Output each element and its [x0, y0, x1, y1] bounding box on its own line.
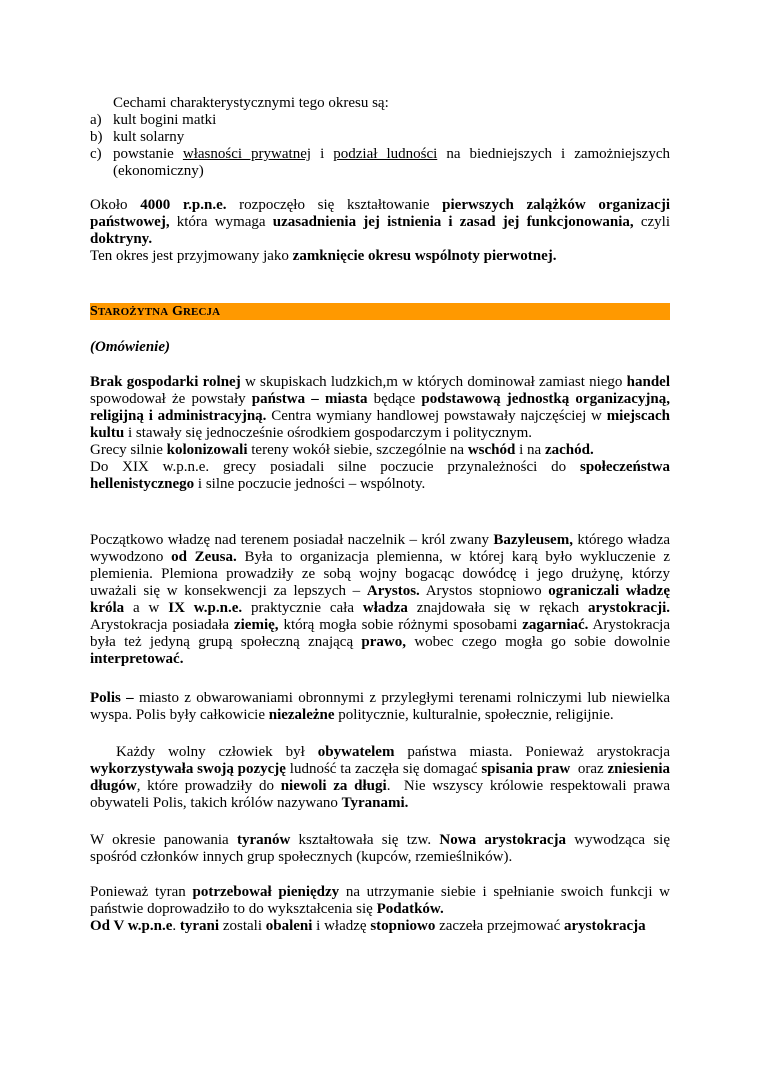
- section-heading: STAROŻYTNA GRECJA: [90, 303, 670, 320]
- list-item: [90, 129, 670, 146]
- paragraph-text: Ten okres jest przyjmowany jako zamknięcie okresu wspólnoty pierwotnej.: [90, 248, 557, 264]
- underlined-term: podział ludności: [333, 146, 438, 162]
- list-item: [90, 112, 670, 129]
- intro-section: [90, 95, 670, 180]
- paragraph-text: Ponieważ tyran potrzebował pieniędzy na utrzymanie siebie i spełnianie swoich funkcji w państwie doprowadziło to do wykształcenia się Podatków.: [90, 884, 670, 917]
- paragraph-text: Około 4000 r.p.n.e. rozpoczęło się kształtowanie pierwszych zalążków organizacji państwowej, która wymaga uzasadnienia jej istnienia i zasad jej funkcjonowania, czyli doktryny.: [90, 197, 671, 247]
- list-item-text: kult bogini matki: [113, 112, 217, 128]
- paragraph-text: Grecy silnie kolonizowali tereny wokół siebie, szczególnie na wschód i na zachód.: [90, 442, 594, 458]
- paragraph-text: Polis – miasto z obwarowaniami obronnymi z przyległymi terenami rolniczymi lub niewielka wyspa. Polis były całkowicie niezależne politycznie, kulturalnie, społecznie, religijnie.: [90, 690, 670, 723]
- list-marker: a): [90, 112, 102, 128]
- list-marker: b): [90, 129, 103, 145]
- underlined-term: własności prywatnej: [182, 146, 312, 162]
- paragraph-polis: [90, 690, 670, 724]
- features-list: [90, 112, 670, 180]
- paragraph-text: Każdy wolny człowiek był obywatelem państwa miasta. Ponieważ arystokracja wykorzystywała swoją pozycję ludność ta zaczęła się domagać spisania praw oraz zniesienia długów, które prowadziły do niewoli za długi. Nie wszyscy królowie respektowali prawa obywateli Polis, takich królów nazywano Tyranami.: [90, 744, 674, 811]
- section-subtitle: [90, 339, 670, 356]
- paragraph-text: W okresie panowania tyranów kształtowała się tzw. Nowa arystokracja wywodząca się spośród członków innych grup społecznych (kupców, rzemieślników).: [90, 832, 670, 865]
- paragraph-text: Do XIX w.p.n.e. grecy posiadali silne poczucie przynależności do społeczeństwa hellenistycznego i silne poczucie jedności – wspólnoty.: [90, 459, 670, 492]
- paragraph-new-aristocracy: [90, 832, 670, 866]
- paragraph-power: [90, 532, 670, 668]
- paragraph-origins: [90, 197, 670, 265]
- list-item: c) powstanie własności prywatnej i podział ludności na biedniejszych i zamożniejszych (ekonomiczny): [90, 146, 670, 179]
- list-marker: c): [90, 146, 102, 162]
- paragraph-text: Od V w.p.n.e. tyrani zostali obaleni i władzę stopniowo zaczeła przejmować arystokracja: [90, 918, 646, 934]
- paragraph-taxes: [90, 884, 670, 935]
- paragraph-text: Początkowo władzę nad terenem posiadał naczelnik – król zwany Bazyleusem, którego władza wywodzono od Zeusa. Była to organizacja plemienna, w której karą było wykluczenie z plemienia. Plemiona prowadziły ze sobą wojny bogacąc dowódcę i jego drużynę, którzy uważali się w konsekwencji za lepszych – Arystos. Arystos stopniowo ograniczali władzę króla a w IX w.p.n.e. praktycznie cała władza znajdowała się w rękach arystokracji. Arystokracja posiadała ziemię, którą mogła sobie różnymi sposobami zagarniać. Arystokracja była też jedyną grupą społeczną znającą prawo, wobec czego mogła go sobie dowolnie interpretować.: [90, 532, 671, 667]
- paragraph-text: Brak gospodarki rolnej w skupiskach ludzkich,m w których dominował zamiast niego handel spowodował że powstały państwa – miasta będące podstawową jednostką organizacyjną, religijną i administracyjną. Centra wymiany handlowej powstawały najczęściej w miejscach kultu i stawały się jednocześnie ośrodkiem gospodarczym i politycznym.: [90, 374, 671, 441]
- paragraph-trade: [90, 374, 670, 493]
- intro-lead: Cechami charakterystycznymi tego okresu są:: [113, 95, 389, 111]
- paragraph-citizens: [90, 744, 674, 812]
- subtitle-text: (Omówienie): [90, 339, 170, 355]
- list-item-text: kult solarny: [113, 129, 185, 145]
